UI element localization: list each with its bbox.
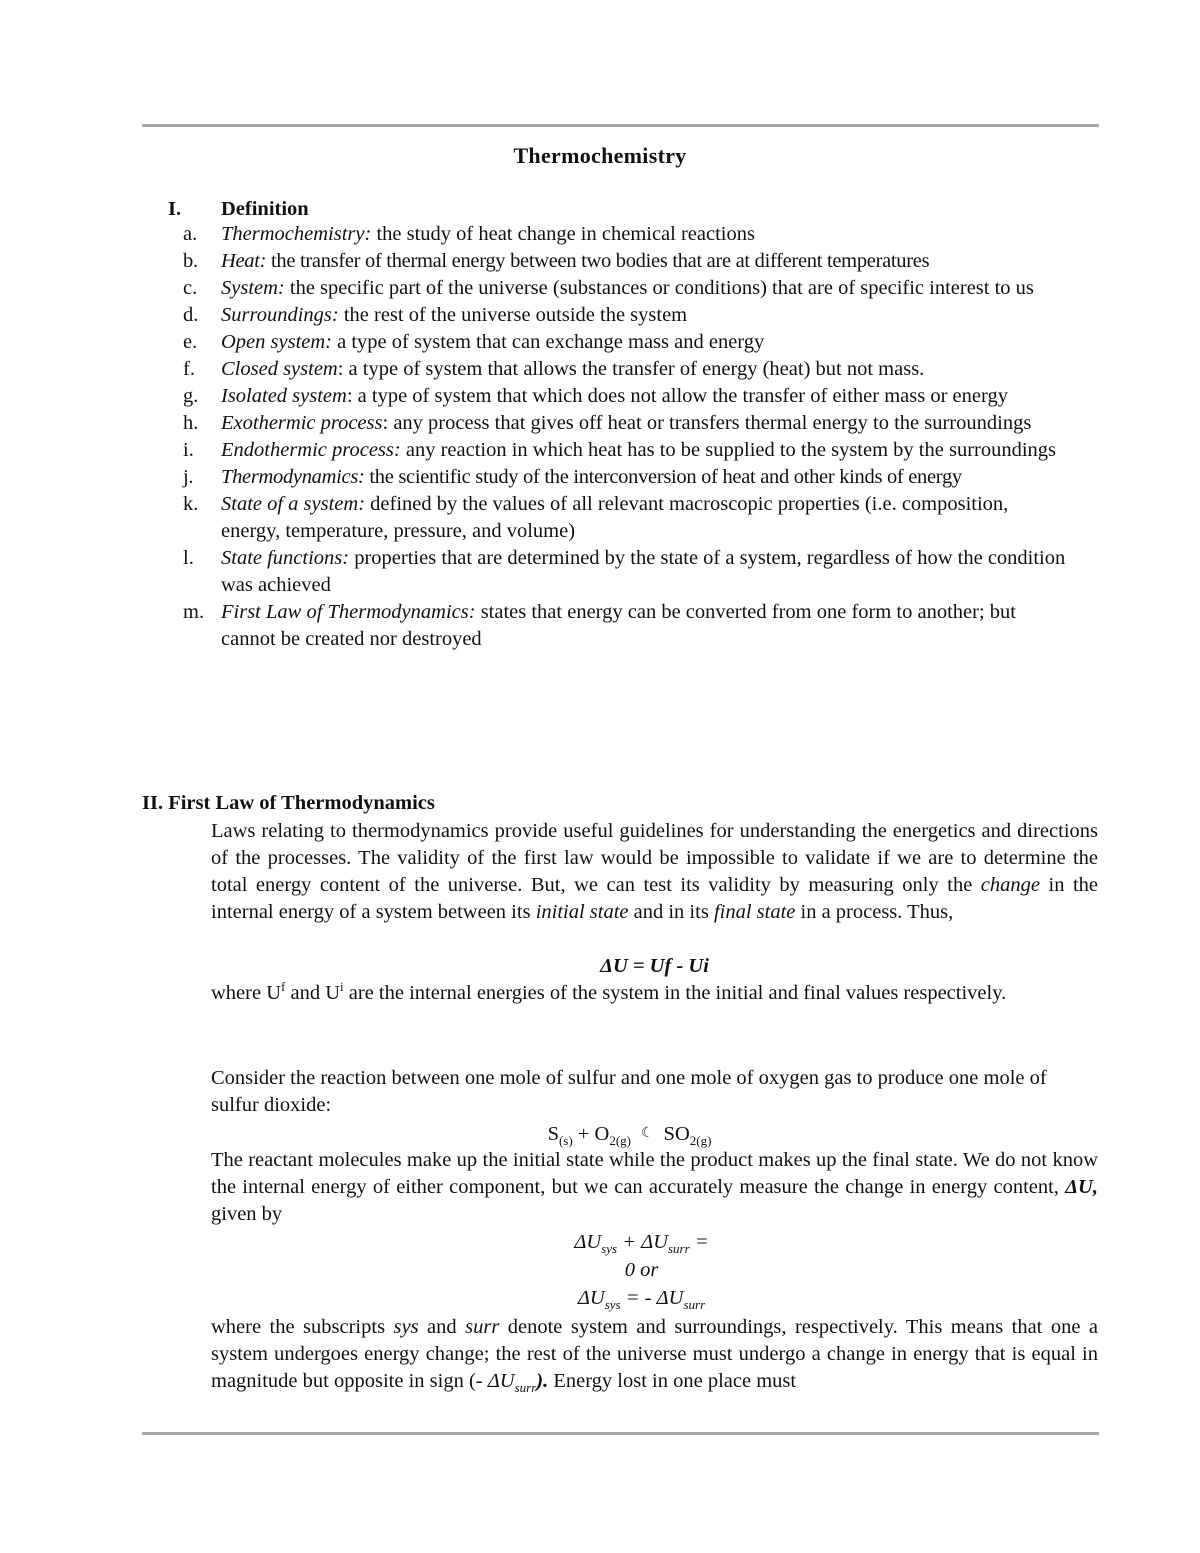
definition-item: d. Surroundings: the rest of the universe outside the system xyxy=(183,304,688,326)
definition-text: the transfer of thermal energy between two bodies that are at different temperatures xyxy=(266,250,930,272)
definition-text: the rest of the universe outside the system xyxy=(338,304,688,326)
definition-term: System: xyxy=(221,277,285,299)
definition-term: Thermochemistry: xyxy=(221,223,372,245)
definition-item: h. Exothermic process: any process that gives off heat or transfers thermal energy to the surroundings xyxy=(183,412,1032,434)
equation-energy-balance-line-1: $\Delta U_{sys} + \Delta U_{surr}$ = xyxy=(574,1231,709,1257)
section-title: Definition xyxy=(221,198,309,220)
paragraph-subscripts: where the subscripts sys and surr denote system and surroundings, respectively. This means that one a system undergoes energy change; the rest of the universe must undergo a change in energy that is equal in magnitude but opposite in sign (- $\Delta U_{surr}$). Energy lost in one place must xyxy=(211,1316,1098,1396)
definition-item: i. Endothermic process: any reaction in which heat has to be supplied to the system by the surroundings xyxy=(183,439,1057,461)
definition-item: b. Heat: the transfer of thermal energy between two bodies that are at different temperatures xyxy=(183,250,930,272)
paragraph-where: where $U^f$ and $U^i$ are the internal energies of the system in the initial and final values respectively. xyxy=(211,979,1007,1004)
bottom-rule xyxy=(142,1432,1099,1435)
definition-term: Endothermic process: xyxy=(221,439,401,461)
top-rule xyxy=(142,124,1099,127)
definition-term: Heat: xyxy=(221,250,267,272)
section-1-heading xyxy=(168,196,309,223)
definition-term: Open system: xyxy=(221,331,333,353)
definition-item: k. State of a system: defined by the values of all relevant macroscopic properties (i.e. composition, energy, temperature, pressure, and volume) xyxy=(183,493,1009,542)
section-2-heading: II. First Law of Thermodynamics xyxy=(142,792,435,814)
definition-item: c. System: the specific part of the universe (substances or conditions) that are of specific interest to us xyxy=(183,277,1034,299)
paragraph-intro: Laws relating to thermodynamics provide useful guidelines for understanding the energetics and directions of the processes. The validity of the first law would be impossible to validate if we are to determine the total energy content of the universe. But, we can test its validity by measuring only the change in the internal energy of a system between its initial state and in its final state in a process. Thus, xyxy=(211,820,1098,923)
definition-item: g. Isolated system: a type of system that which does not allow the transfer of either mass or energy xyxy=(183,385,1008,407)
definition-term: Exothermic process xyxy=(221,412,383,434)
definition-term: Thermodynamics: xyxy=(221,466,365,488)
definition-text: the scientific study of the interconversion of heat and other kinds of energy xyxy=(364,466,962,488)
definition-term: Isolated system xyxy=(221,385,347,407)
definition-term: First Law of Thermodynamics: xyxy=(221,601,476,623)
definition-item: a. Thermochemistry: the study of heat change in chemical reactions xyxy=(183,223,755,245)
definition-text: the specific part of the universe (substances or conditions) that are of specific interest to us xyxy=(284,277,1034,299)
definition-text: properties that are determined by the state of a system, regardless of how the condition was achieved xyxy=(221,547,1066,596)
equation-energy-balance-line-3: $\Delta U_{sys}$ = - $\Delta U_{surr}$ xyxy=(577,1287,706,1313)
definition-item: f. Closed system: a type of system that allows the transfer of energy (heat) but not mass. xyxy=(183,358,925,380)
definition-item: j. Thermodynamics: the scientific study of the interconversion of heat and other kinds of energy xyxy=(183,466,962,488)
definition-text: defined by the values of all relevant macroscopic properties (i.e. composition, energy, temperature, pressure, and volume) xyxy=(221,493,1009,542)
definition-list xyxy=(183,221,1103,653)
page-title: Thermochemistry xyxy=(513,143,687,168)
reaction-arrow-icon: ☾ xyxy=(640,1126,654,1141)
definition-item: l. State functions: properties that are determined by the state of a system, regardless of how the condition was achieved xyxy=(183,547,1066,596)
definition-term: State of a system: xyxy=(221,493,366,515)
equation-energy-balance-line-2: 0 or xyxy=(624,1259,659,1281)
definition-text: states that energy can be converted from one form to another; but cannot be created nor destroyed xyxy=(221,601,1016,650)
reaction-equation: $S_{(s)} + O_{2(g)}$ ☾ $SO_{2(g)}$ xyxy=(186,1120,1073,1148)
definition-term: State functions: xyxy=(221,547,350,569)
paragraph-reaction-intro: Consider the reaction between one mole of sulfur and one mole of oxygen gas to produce one mole of sulfur dioxide: xyxy=(211,1067,1047,1116)
definition-item: e. Open system: a type of system that can exchange mass and energy xyxy=(183,331,765,353)
definition-term: Closed system xyxy=(221,358,338,380)
definition-text: : a type of system that which does not allow the transfer of either mass or energy xyxy=(346,385,1008,407)
definition-text: a type of system that can exchange mass and energy xyxy=(332,331,765,353)
definition-term: Surroundings: xyxy=(221,304,339,326)
paragraph-reactant: The reactant molecules make up the initial state while the product makes up the final state. We do not know the internal energy of either component, but we can accurately measure the change in energy content, ΔU, given by xyxy=(211,1149,1098,1225)
definition-text: the study of heat change in chemical reactions xyxy=(371,223,755,245)
definition-item: m. First Law of Thermodynamics: states that energy can be converted from one form to another; but cannot be created nor destroyed xyxy=(183,601,1016,650)
definition-text: : a type of system that allows the transfer of energy (heat) but not mass. xyxy=(337,358,925,380)
section-number: I. xyxy=(168,198,182,220)
definition-text: any reaction in which heat has to be supplied to the system by the surroundings xyxy=(400,439,1057,461)
equation-internal-energy: ΔU = Uf - Ui xyxy=(600,955,709,977)
definition-text: : any process that gives off heat or transfers thermal energy to the surroundings xyxy=(382,412,1032,434)
